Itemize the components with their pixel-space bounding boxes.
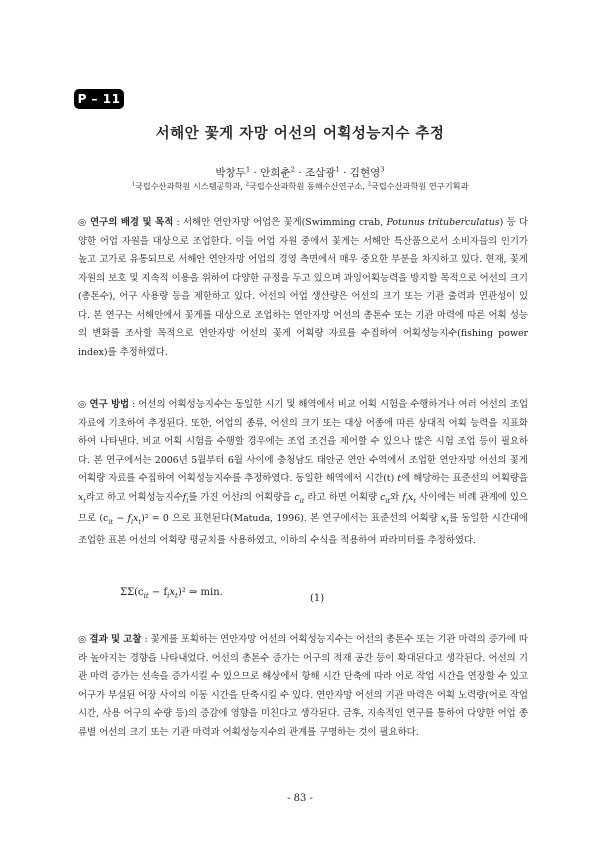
author-sup: 1 (245, 165, 251, 174)
author-separator: · (339, 167, 350, 179)
author-name: 박창두 (215, 167, 246, 179)
section-text: : 서해안 연안자망 어업은 꽃게(Swimming crab, (173, 217, 387, 228)
math-var: f (182, 491, 187, 503)
affiliation-list (0, 181, 600, 192)
affiliation: 국립수산과학원 연구기획과 (370, 181, 469, 191)
inline-equation: $(c_{it} - f_ix_t)^2 = 0$ (99, 513, 169, 527)
author-name: 김현영 (349, 167, 381, 179)
results-section (78, 631, 528, 742)
math-var: c (294, 491, 300, 503)
section-text: 라고 하면 어획량 (304, 491, 381, 503)
section-text: : 어선의 어획성능지수는 동일한 시기 및 해역에서 비교 어획 시험을 수행하거나 여러 어선의 조업 자료에 기초하여 추정된다. 또한, 어업의 종류, 어선의 크기 또는 대상 어종에 따른 상대적 어획 능력을 지표화하여 나타낸다. 비교 어획 시험을 수행할 경우에는 조업 조건을 제어할 수 있으나 많은 시험 조업 등이 필요하다. 본 연구에서는 2006년 5월부터 6월 사이에 충청남도 태안군 연안 수역에서 조업한 연안자망 어선의 꽃게 어획량 자료를 수집하여 어획성능지수를 추정하였다. 동일한 해역에서 시간(t) (78, 399, 528, 485)
author-separator: · (294, 167, 305, 179)
section-text: 라고 하고 어획성능지수 (85, 491, 183, 503)
author-sup: 2 (290, 165, 295, 174)
section-text: 를 가진 어선 (188, 491, 240, 503)
author-sup: 3 (380, 165, 385, 174)
equation-1 (120, 587, 500, 617)
section-text: 와 (390, 491, 403, 503)
section-text: 으로 표현된다(Matuda, 1996). 본 연구에서는 표준선의 어획량 (168, 513, 441, 525)
section-text: : 꽃게를 포획하는 연안자망 어선의 어획성능지수는 어선의 총톤수 또는 기관 마력의 증가에 따라 높아지는 경향을 나타내었다. 어선의 총톤수 증가는 어구의 적재 공간 등이 확대된다고 생각된다. 어선의 기관 마력 증가는 선속을 증가시킬 수 있으므로 해상에서 항해 시간 단축에 따라 어로 작업 시간을 연장할 수 있고 어구가 부설된 어장 사이의 이동 시간을 단축시킬 수 있다. 연안자망 어선의 기관 마력은 어획 노력량(어로 작업 시간, 사용 어구의 수량 등)의 증감에 영향을 미친다고 생각된다. 금후, 지속적인 연구를 통하여 다양한 어업 종류별 어선의 크기 또는 기관 마력과 어획성능지수의 관계를 구명하는 것이 필요하다. (78, 634, 528, 738)
method-section: ◎ 연구 방법 : 어선의 어획성능지수는 동일한 시기 및 해역에서 비교 어획 시험을 수행하거나 여러 어선의 조업 자료에 기초하여 추정된다. 또한, 어업의 종류, 어선의 크기 또는 대상 어종에 따른 상대적 어획 능력을 지표화하여 나타낸다. 비교 어획 시험을 수행할 경우에는 조업 조건을 제어할 수 있으나 많은 시험 조업 등이 필요하다. 본 연구에서는 2006년 5월부터 6월 사이에 충청남도 태안군 연안 수역에서 조업한 연안자망 어선의 꽃게 어획량 자료를 수집하여 어획성능지수를 추정하였다. 동일한 해역에서 시간(t) t에 해당하는 표준선의 어획량을 $x_t$라고 하고 어획성능지수$f_i$를 가진 어선i의 어획량을 $c_{it}$ 라고 하면 어획량 $c_{it}$와 $f_ix_t$ 사이에는 비례 관계에 있으므로 $(c_{it} - f_ix_t)^2 = 0$ 으로 표현된다(Matuda, 1996). 본 연구에서는 표준선의 어획량 $x_t$를 동일한 시간대에 조업한 표본 어선의 어획량 평균치를 사용하였고, 이하의 수식을 적용하여 파라미터를 추정하였다. (78, 399, 528, 546)
author-list (0, 165, 600, 180)
math-var: i (239, 491, 243, 503)
author-name: 조삼광 (305, 167, 336, 179)
section-text: 사이에는 비례 관계에 있으므로 (78, 491, 528, 525)
math-var: t (397, 473, 402, 485)
paper-title: 서해안 꽃게 자망 어선의 어획성능지수 추정 (155, 125, 445, 142)
species-name: Potunus trituberculatus (386, 217, 500, 228)
background-section (78, 214, 528, 362)
section-text: 의 어획량을 (242, 491, 295, 503)
author-sup: 1 (335, 165, 340, 174)
author-name: 안희춘 (260, 167, 291, 179)
affil-sup: 3 (367, 181, 371, 188)
section-heading: ◎ 연구 방법 (78, 399, 130, 410)
poster-badge: P – 11 (74, 89, 124, 109)
section-text: ) 등 다양한 어업 자원을 대상으로 조업한다. 이들 어업 자원 중에서 꽃게는 서해안 특산품으로서 소비자들의 인기가 높고 고가로 유통되므로 서해안 연안자망 어업의 경영 측면에서 매우 중요한 부분을 차지하고 있다. 현재, 꽃게 자원의 보호 및 지속적 이용을 위하여 다양한 규정을 두고 있으며 과잉어획능력을 방지할 목적으로 어선의 크기(총톤수), 어구 사용량 등을 제한하고 있다. 어선의 어업 생산량은 어선의 크기 또는 기관 출력과 연관성이 있다. 본 연구는 서해안에서 꽃게를 대상으로 조업하는 연안자망 어선의 총톤수 또는 기관 마력에 따른 어획 성능의 변화를 조사할 목적으로 연안자망 어선의 꽃게 어획량 자료를 수집하여 어획성능지수(fishing power index)를 추정하였다. (78, 217, 528, 358)
affiliation: 국립수산과학원 동해수산연구소, (248, 181, 368, 191)
page-number: - 83 - (287, 793, 313, 804)
section-heading: ◎ 연구의 배경 및 목적 (78, 217, 174, 228)
equation-number: (1) (310, 593, 325, 604)
section-text: 를 동일한 시간대에 조업한 표본 어선의 어획량 평균치를 사용하였고, 이하의 수식을 적용하여 파라미터를 추정하였다. (78, 513, 528, 546)
equation-expression: $\Sigma\Sigma(c_{it} - f_ix_t)^2$ ⇒ min. (120, 587, 223, 600)
affil-sup: 2 (245, 181, 249, 188)
math-var: x (78, 491, 84, 503)
affil-sup: 1 (131, 181, 135, 188)
author-separator: · (250, 167, 261, 179)
affiliation: 국립수산과학원 시스템공학과, (134, 181, 246, 191)
section-heading: ◎ 결과 및 고찰 (78, 634, 142, 645)
section-text: 에 해당하는 표준선의 어획량을 (401, 473, 528, 485)
